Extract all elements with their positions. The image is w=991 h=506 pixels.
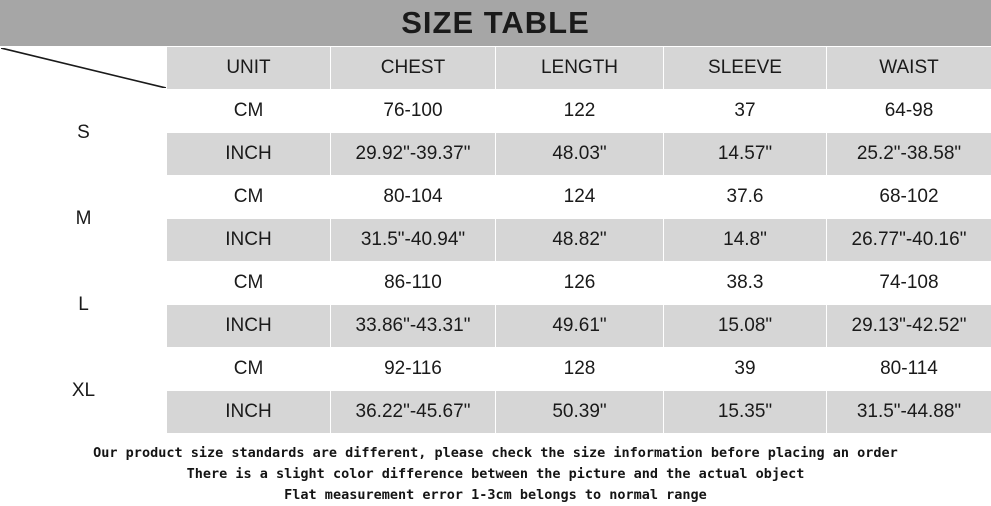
size-label-xl: XL xyxy=(1,348,167,434)
column-header-length: LENGTH xyxy=(496,47,664,90)
cell-unit: CM xyxy=(167,176,331,219)
cell-waist: 25.2"-38.58" xyxy=(827,133,991,176)
cell-sleeve: 37.6 xyxy=(664,176,827,219)
column-header-sleeve: SLEEVE xyxy=(664,47,827,90)
cell-sleeve: 14.57" xyxy=(664,133,827,176)
cell-chest: 80-104 xyxy=(331,176,496,219)
cell-chest: 36.22"-45.67" xyxy=(331,391,496,434)
cell-unit: INCH xyxy=(167,133,331,176)
cell-unit: INCH xyxy=(167,305,331,348)
size-label-l: L xyxy=(1,262,167,348)
size-label-m: M xyxy=(1,176,167,262)
cell-waist: 74-108 xyxy=(827,262,991,305)
note-line-3: Flat measurement error 1-3cm belongs to normal range xyxy=(0,485,991,506)
cell-sleeve: 15.08" xyxy=(664,305,827,348)
cell-unit: CM xyxy=(167,348,331,391)
size-table xyxy=(0,46,991,434)
cell-length: 122 xyxy=(496,90,664,133)
corner-diagonal-cell xyxy=(1,47,167,90)
cell-chest: 92-116 xyxy=(331,348,496,391)
page-title: SIZE TABLE xyxy=(401,5,590,41)
cell-length: 48.03" xyxy=(496,133,664,176)
table-row xyxy=(1,262,991,305)
cell-length: 48.82" xyxy=(496,219,664,262)
cell-waist: 29.13"-42.52" xyxy=(827,305,991,348)
size-label-s: S xyxy=(1,90,167,176)
cell-chest: 76-100 xyxy=(331,90,496,133)
cell-sleeve: 14.8" xyxy=(664,219,827,262)
table-header-row xyxy=(1,47,991,90)
cell-length: 124 xyxy=(496,176,664,219)
cell-sleeve: 38.3 xyxy=(664,262,827,305)
cell-sleeve: 39 xyxy=(664,348,827,391)
cell-waist: 31.5"-44.88" xyxy=(827,391,991,434)
cell-length: 49.61" xyxy=(496,305,664,348)
cell-waist: 68-102 xyxy=(827,176,991,219)
cell-chest: 31.5"-40.94" xyxy=(331,219,496,262)
cell-waist: 64-98 xyxy=(827,90,991,133)
column-header-waist: WAIST xyxy=(827,47,991,90)
cell-length: 50.39" xyxy=(496,391,664,434)
diagonal-line-icon xyxy=(1,48,166,88)
cell-length: 128 xyxy=(496,348,664,391)
column-header-unit: UNIT xyxy=(167,47,331,90)
cell-waist: 80-114 xyxy=(827,348,991,391)
title-bar xyxy=(0,0,991,46)
note-line-1: Our product size standards are different, please check the size information before placing an order xyxy=(0,443,991,464)
cell-chest: 29.92"-39.37" xyxy=(331,133,496,176)
column-header-chest: CHEST xyxy=(331,47,496,90)
table-row xyxy=(1,176,991,219)
cell-unit: CM xyxy=(167,90,331,133)
cell-waist: 26.77"-40.16" xyxy=(827,219,991,262)
cell-unit: INCH xyxy=(167,219,331,262)
cell-sleeve: 15.35" xyxy=(664,391,827,434)
note-line-2: There is a slight color difference between the picture and the actual object xyxy=(0,464,991,485)
cell-unit: CM xyxy=(167,262,331,305)
table-row xyxy=(1,90,991,133)
cell-length: 126 xyxy=(496,262,664,305)
table-row xyxy=(1,348,991,391)
cell-unit: INCH xyxy=(167,391,331,434)
cell-chest: 33.86"-43.31" xyxy=(331,305,496,348)
cell-chest: 86-110 xyxy=(331,262,496,305)
footer-notes xyxy=(0,434,991,506)
cell-sleeve: 37 xyxy=(664,90,827,133)
